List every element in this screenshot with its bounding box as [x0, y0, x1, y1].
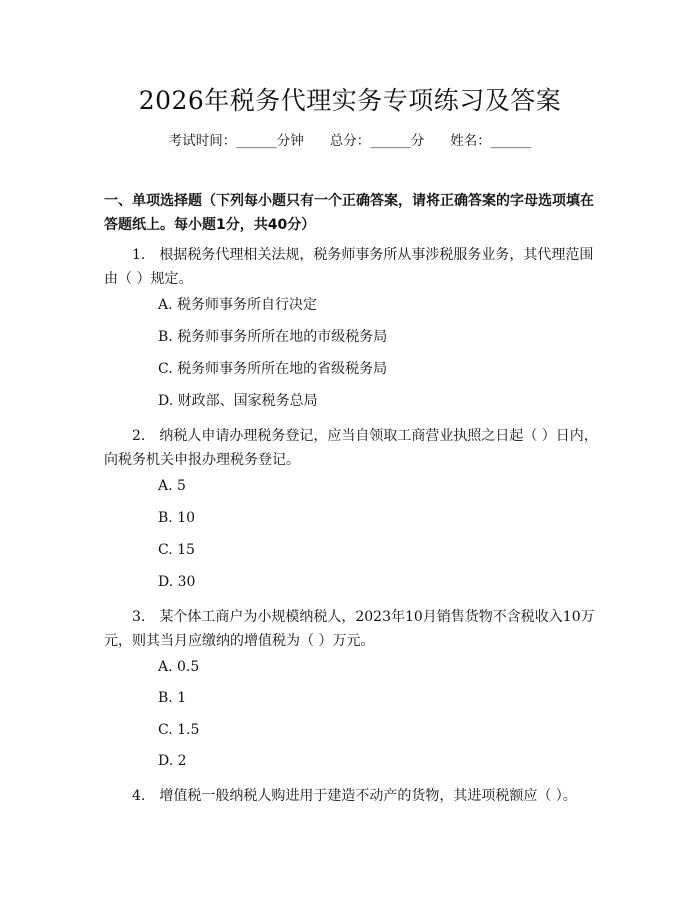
question-2-option-b: B. 10	[158, 510, 196, 526]
section-heading: 一、单项选择题（下列每小题只有一个正确答案，请将正确答案的字母选项填在答题纸上。每小题1分，共40分）	[104, 193, 594, 233]
question-3-option-c: C. 1.5	[158, 722, 200, 738]
page-title: 2026年税务代理实务专项练习及答案	[138, 86, 562, 115]
question-3: 3. 某个体工商户为小规模纳税人，2023年10月销售货物不含税收入10万元，则其当月应缴纳的增值税为（ ）万元。	[104, 609, 595, 649]
question-3-option-d: D. 2	[158, 753, 187, 769]
question-1-option-b: B. 税务师事务所所在地的市级税务局	[158, 329, 388, 345]
question-1-option-a: A. 税务师事务所自行决定	[158, 297, 318, 313]
exam-meta	[0, 130, 700, 152]
question-1: 1. 根据税务代理相关法规，税务师事务所从事涉税服务业务，其代理范围由（ ）规定。	[104, 247, 594, 287]
question-1-option-d: D. 财政部、国家税务总局	[158, 393, 318, 409]
question-1-option-c: C. 税务师事务所所在地的省级税务局	[158, 361, 388, 377]
question-3-option-b: B. 1	[158, 690, 187, 706]
question-4: 4. 增值税一般纳税人购进用于建造不动产的货物，其进项税额应（ ）。	[132, 788, 577, 804]
question-2-option-a: A. 5	[158, 478, 186, 494]
question-2-option-c: C. 15	[158, 542, 195, 558]
question-2: 2. 纳税人申请办理税务登记，应当自领取工商营业执照之日起（ ）日内，向税务机关申报办理税务登记。	[104, 428, 598, 468]
question-2-option-d: D. 30	[158, 574, 196, 590]
total-score: 总分：______分	[329, 133, 425, 149]
question-3-option-a: A. 0.5	[158, 659, 200, 675]
exam-time: 考试时间：______分钟	[168, 133, 304, 149]
student-name: 姓名：______	[450, 133, 532, 149]
